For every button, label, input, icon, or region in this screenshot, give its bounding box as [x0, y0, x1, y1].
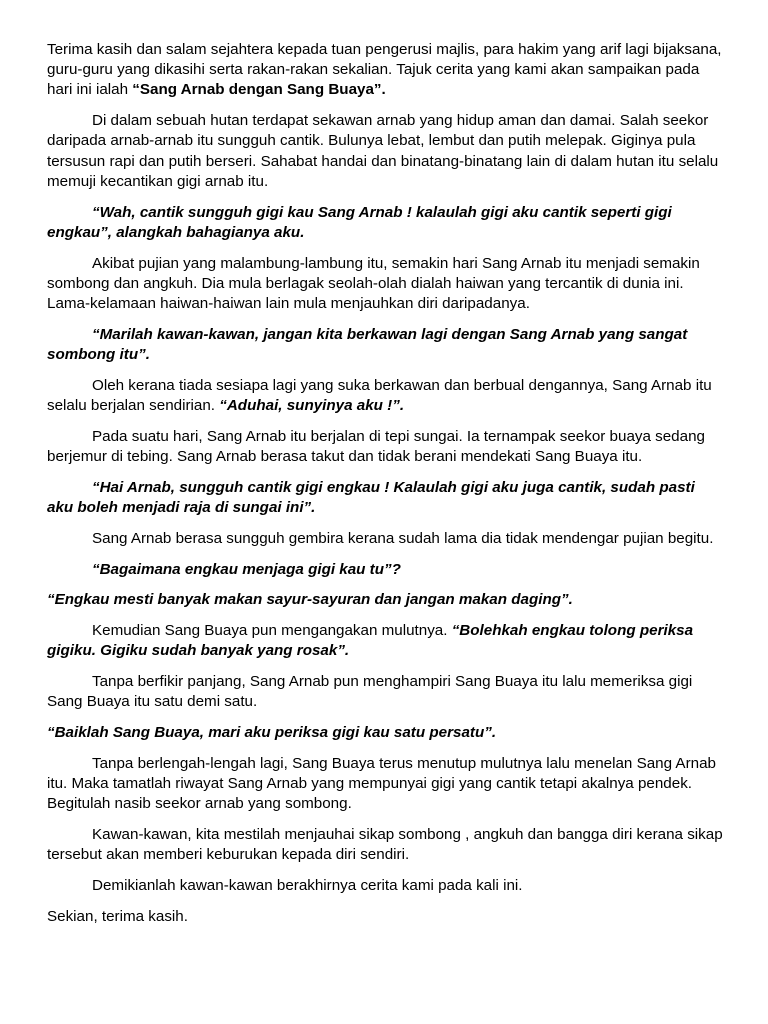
- paragraph: [47, 876, 724, 896]
- paragraph: [47, 427, 724, 467]
- paragraph-text: Kawan-kawan, kita mestilah menjauhai sikap sombong , angkuh dan bangga diri kerana sikap tersebut akan memberi keburukan kepada diri sendiri.: [47, 826, 723, 864]
- paragraph-quote: [47, 590, 724, 610]
- story-title: “Sang Arnab dengan Sang Buaya”.: [132, 81, 386, 99]
- paragraph: [47, 825, 724, 865]
- paragraph-quote: [47, 478, 724, 518]
- paragraph: [47, 672, 724, 712]
- paragraph: [47, 376, 724, 416]
- dialogue-quote: “Wah, cantik sungguh gigi kau Sang Arnab ! kalaulah gigi aku cantik seperti gigi engkau”, alangkah bahagianya aku.: [47, 203, 672, 241]
- paragraph-text: Akibat pujian yang malambung-lambung itu, semakin hari Sang Arnab itu menjadi semakin sombong dan angkuh. Dia mula berlagak seolah-olah dialah haiwan yang tercantik di dunia ini. Lama-kelamaan haiwan-haiwan lain mula menjauhkan diri daripadanya.: [47, 254, 700, 313]
- paragraph-text: Pada suatu hari, Sang Arnab itu berjalan di tepi sungai. Ia ternampak seekor buaya sedang berjemur di tebing. Sang Arnab berasa takut dan tidak berani mendekati Sang Buaya itu.: [47, 427, 705, 466]
- paragraph-text: Sang Arnab berasa sungguh gembira kerana sudah lama dia tidak mendengar pujian begitu.: [92, 529, 714, 547]
- paragraph: [47, 111, 724, 192]
- paragraph-text: Kemudian Sang Buaya pun mengangakan mulutnya.: [92, 622, 452, 640]
- paragraph-text: Tanpa berlengah-lengah lagi, Sang Buaya terus menutup mulutnya lalu menelan Sang Arnab itu. Maka tamatlah riwayat Sang Arnab yang mempunyai gigi yang cantik tetapi akalnya pendek. Begitulah nasib seekor arnab yang sombong.: [47, 755, 716, 813]
- paragraph-closing: [47, 907, 724, 927]
- paragraph-intro: [47, 40, 724, 101]
- dialogue-quote: “Bolehkah engkau tolong periksa gigiku. Gigiku sudah banyak yang rosak”.: [47, 622, 694, 660]
- paragraph-text: Demikianlah kawan-kawan berakhirnya cerita kami pada kali ini.: [92, 877, 523, 895]
- paragraph-text: Tanpa berfikir panjang, Sang Arnab pun menghampiri Sang Buaya itu lalu memeriksa gigi Sang Buaya itu satu demi satu.: [47, 673, 693, 711]
- paragraph-text: Sekian, terima kasih.: [47, 908, 188, 925]
- dialogue-quote: “Marilah kawan-kawan, jangan kita berkawan lagi dengan Sang Arnab yang sangat sombong itu”.: [47, 325, 688, 364]
- paragraph-text: Terima kasih dan salam sejahtera kepada tuan pengerusi majlis, para hakim yang arif lagi bijaksana, guru-guru yang dikasihi serta rakan-rakan sekalian. Tajuk cerita yang kami akan sampaikan pada hari ini ialah: [47, 41, 722, 99]
- dialogue-quote: “Baiklah Sang Buaya, mari aku periksa gigi kau satu persatu”.: [47, 724, 497, 742]
- paragraph: [47, 754, 724, 815]
- paragraph-quote: [47, 203, 724, 243]
- dialogue-quote: “Hai Arnab, sungguh cantik gigi engkau ! Kalaulah gigi aku juga cantik, sudah pasti aku boleh menjadi raja di sungai ini”.: [47, 478, 695, 517]
- paragraph: [47, 529, 724, 549]
- paragraph: [47, 621, 724, 661]
- paragraph: [47, 254, 724, 315]
- paragraph-text: Di dalam sebuah hutan terdapat sekawan arnab yang hidup aman dan damai. Salah seekor daripada arnab-arnab itu sungguh cantik. Bulunya lebat, lembut dan putih melepak. Giginya pula tersusun rapi dan putih berseri. Sahabat handai dan binatang-binatang lain di dalam hutan itu selalu memuji kecantikan gigi arnab itu.: [47, 112, 719, 190]
- paragraph-text: Oleh kerana tiada sesiapa lagi yang suka berkawan dan berbual dengannya, Sang Arnab itu selalu berjalan sendirian.: [47, 376, 712, 415]
- dialogue-quote: “Aduhai, sunyinya aku !”.: [219, 397, 405, 415]
- paragraph-quote: [47, 723, 724, 743]
- dialogue-quote: “Bagaimana engkau menjaga gigi kau tu”?: [92, 560, 401, 578]
- dialogue-quote: “Engkau mesti banyak makan sayur-sayuran dan jangan makan daging”.: [47, 591, 573, 609]
- paragraph-quote: [47, 560, 724, 580]
- paragraph-quote: [47, 325, 724, 365]
